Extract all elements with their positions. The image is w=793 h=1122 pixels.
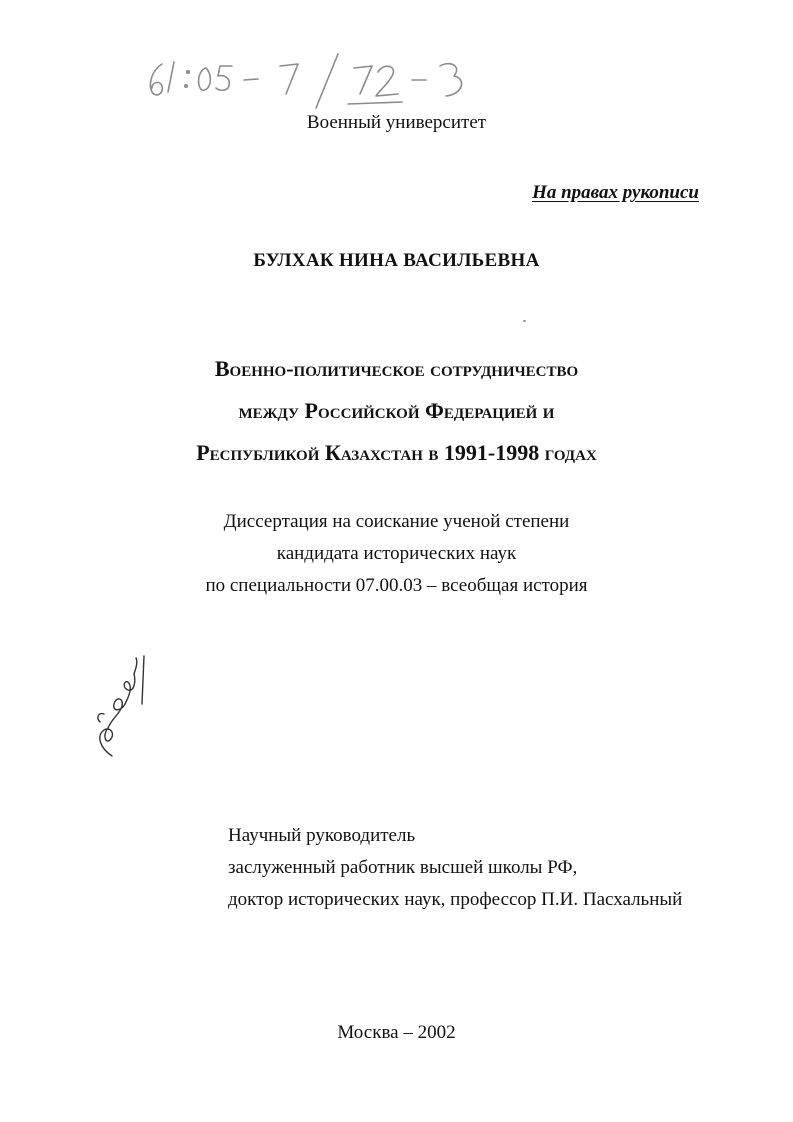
supervisor-line: заслуженный работник высшей школы РФ, xyxy=(228,857,578,878)
dissertation-title xyxy=(0,348,793,474)
degree-statement xyxy=(0,506,793,602)
scan-speck xyxy=(523,320,526,322)
rights-notice: На правах рукописи xyxy=(532,182,699,203)
handwritten-archive-code-drawing xyxy=(140,46,500,116)
degree-line: кандидата исторических наук xyxy=(276,543,517,564)
signature-drawing xyxy=(86,652,156,762)
university-name: Военный университет xyxy=(306,112,487,133)
handwritten-archive-code xyxy=(140,46,500,116)
title-line: между Российской Федерацией и xyxy=(238,398,555,423)
scientific-supervisor xyxy=(228,820,682,916)
handwritten-signature xyxy=(86,652,156,762)
degree-line: по специальности 07.00.03 – всеобщая история xyxy=(205,575,588,596)
title-line: Военно-политическое сотрудничество xyxy=(214,356,579,381)
supervisor-line: Научный руководитель xyxy=(228,825,416,846)
degree-line: Диссертация на соискание ученой степени xyxy=(223,511,570,532)
supervisor-line: доктор исторических наук, профессор П.И. Пасхальный xyxy=(228,889,683,910)
title-line: Республикой Казахстан в 1991-1998 годах xyxy=(196,440,597,465)
author-name: БУЛХАК НИНА ВАСИЛЬЕВНА xyxy=(253,250,540,271)
city-and-year: Москва – 2002 xyxy=(337,1022,456,1043)
